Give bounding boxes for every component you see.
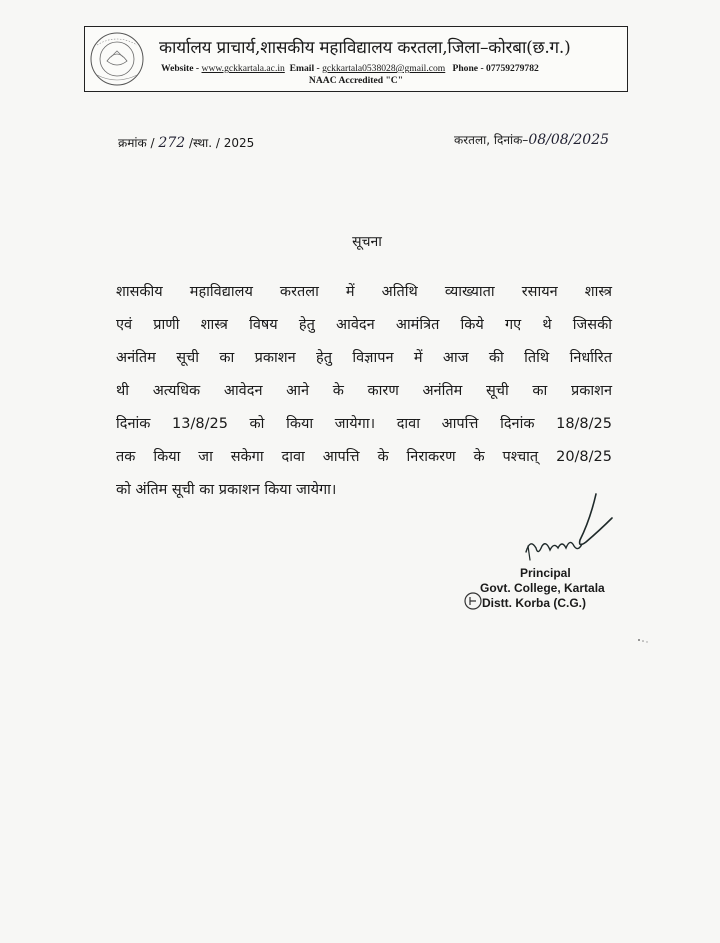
website-link[interactable]: www.gckkartala.ac.in <box>201 63 285 74</box>
website-label: Website - <box>161 63 202 74</box>
scan-speck-icon <box>636 636 650 644</box>
notice-line: थी अत्यधिक आवेदन आने के कारण अनंतिम सूची का प्रकाशन <box>116 383 612 399</box>
notice-line: शासकीय महाविद्यालय करतला में अतिथि व्याख्याता रसायन शास्त्र <box>116 284 612 300</box>
principal-signature-icon <box>520 490 620 570</box>
notice-line: दिनांक 13/8/25 को किया जायेगा। दावा आपत्ति दिनांक 18/8/25 <box>116 416 612 432</box>
date-handwritten-value: 08/08/2025 <box>528 132 610 148</box>
notice-title: सूचना <box>352 234 382 250</box>
email-label: Email - <box>289 63 323 74</box>
contact-line <box>161 63 539 74</box>
email-link[interactable]: gckkartala0538028@gmail.com <box>322 63 446 74</box>
reference-number <box>118 134 254 151</box>
phone-label: Phone - <box>452 63 487 74</box>
notice-line: अनंतिम सूची का प्रकाशन हेतु विज्ञापन में आज की तिथि निर्धारित <box>116 350 612 366</box>
notice-line: तक किया जा सकेगा दावा आपत्ति के निराकरण के पश्चात् 20/8/25 <box>116 449 612 465</box>
reference-handwritten-number: 272 <box>158 135 186 151</box>
stamp-college: Govt. College, Kartala <box>480 581 605 595</box>
principal-stamp <box>478 566 605 611</box>
notice-line: एवं प्राणी शास्त्र विषय हेतु आवेदन आमंत्रित किये गए थे जिसकी <box>116 317 612 333</box>
naac-accreditation: NAAC Accredited "C" <box>308 75 404 86</box>
letterhead <box>84 26 628 92</box>
date-label: करतला, दिनांक– <box>454 133 529 147</box>
issue-date <box>454 131 609 148</box>
reference-prefix: क्रमांक / <box>118 136 155 150</box>
stamp-district: Distt. Korba (C.G.) <box>482 596 586 610</box>
phone-number: 07759279782 <box>486 63 539 74</box>
stamp-designation: Principal <box>520 566 571 580</box>
reference-suffix: /स्था. / 2025 <box>188 136 255 150</box>
notice-body <box>116 276 612 507</box>
college-office-title: कार्यालय प्राचार्य,शासकीय महाविद्यालय करतला,जिला–कोरबा(छ.ग.) <box>159 38 571 58</box>
notice-line: को अंतिम सूची का प्रकाशन किया जायेगा। <box>116 482 337 498</box>
